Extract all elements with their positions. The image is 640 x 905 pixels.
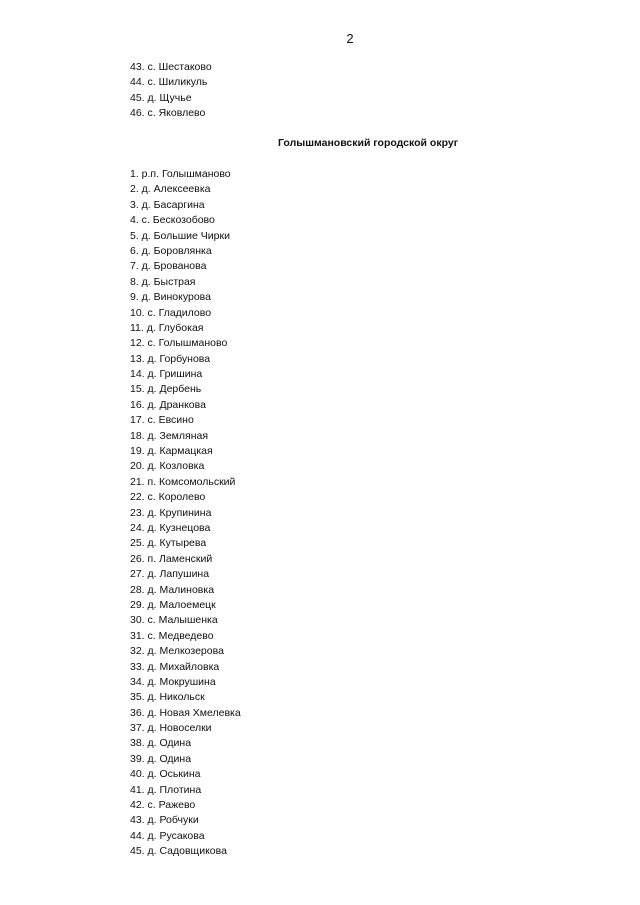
list-item: 43. д. Робчуки: [130, 814, 199, 827]
list-item: 15. д. Дербень: [130, 383, 202, 396]
list-item: 45. д. Щучье: [130, 91, 192, 104]
list-item: 31. с. Медведево: [130, 629, 214, 642]
list-item: 13. д. Горбунова: [130, 352, 211, 365]
list-item: 43. с. Шестаково: [130, 61, 212, 73]
list-item: 25. д. Кутырева: [130, 537, 207, 550]
settlement-list: [130, 167, 241, 860]
list-item: 7. д. Брованова: [130, 260, 207, 273]
list-item: 34. д. Мокрушина: [130, 675, 216, 688]
list-item: 4. с. Бескозобово: [130, 214, 215, 227]
list-item: 18. д. Земляная: [130, 429, 209, 442]
list-item: 36. д. Новая Хмелевка: [130, 706, 241, 719]
section-heading: Голышмановский городской округ: [278, 137, 459, 149]
list-item: 41. д. Плотина: [130, 783, 202, 796]
list-item: 44. д. Русакова: [130, 829, 205, 842]
list-item: 42. с. Ражево: [130, 799, 196, 812]
list-item: 6. д. Боровлянка: [130, 244, 212, 257]
list-item: 33. д. Михайловка: [130, 660, 220, 673]
list-item: 8. д. Быстрая: [130, 275, 196, 288]
list-item: 27. д. Лапушина: [130, 568, 210, 581]
list-item: 9. д. Винокурова: [130, 291, 211, 304]
list-item: 29. д. Малоемецк: [130, 598, 216, 611]
list-item: 11. д. Глубокая: [130, 321, 204, 334]
list-item: 46. с. Яковлево: [130, 107, 206, 120]
list-item: 1. р.п. Голышманово: [130, 168, 231, 180]
list-item: 17. с. Евсино: [130, 414, 194, 427]
list-item: 45. д. Садовщикова: [130, 845, 227, 858]
list-item: 38. д. Одина: [130, 737, 192, 750]
list-item: 14. д. Гришина: [130, 368, 203, 381]
continued-settlement-list: [130, 60, 212, 122]
list-item: 37. д. Новоселки: [130, 722, 212, 735]
list-item: 44. с. Шиликуль: [130, 76, 208, 89]
list-item: 16. д. Дранкова: [130, 398, 206, 411]
list-item: 19. д. Кармацкая: [130, 445, 213, 458]
list-item: 39. д. Одина: [130, 752, 192, 765]
list-item: 32. д. Мелкозерова: [130, 645, 224, 658]
list-item: 12. с. Голышманово: [130, 337, 228, 350]
list-item: 10. с. Гладилово: [130, 306, 212, 319]
list-item: 5. д. Большие Чирки: [130, 229, 230, 242]
list-item: 2. д. Алексеевка: [130, 183, 211, 196]
list-item: 35. д. Никольск: [130, 691, 205, 704]
list-item: 20. д. Козловка: [130, 460, 205, 473]
list-item: 21. п. Комсомольский: [130, 475, 236, 488]
list-item: 3. д. Басаргина: [130, 198, 205, 211]
page-number: 2: [346, 31, 354, 46]
list-item: 23. д. Крупинина: [130, 506, 212, 519]
list-item: 40. д. Оськина: [130, 768, 201, 781]
list-item: 24. д. Кузнецова: [130, 521, 211, 534]
list-item: 22. с. Королево: [130, 491, 206, 504]
list-item: 28. д. Малиновка: [130, 583, 215, 596]
list-item: 30. с. Малышенка: [130, 614, 218, 627]
list-item: 26. п. Ламенский: [130, 552, 213, 565]
